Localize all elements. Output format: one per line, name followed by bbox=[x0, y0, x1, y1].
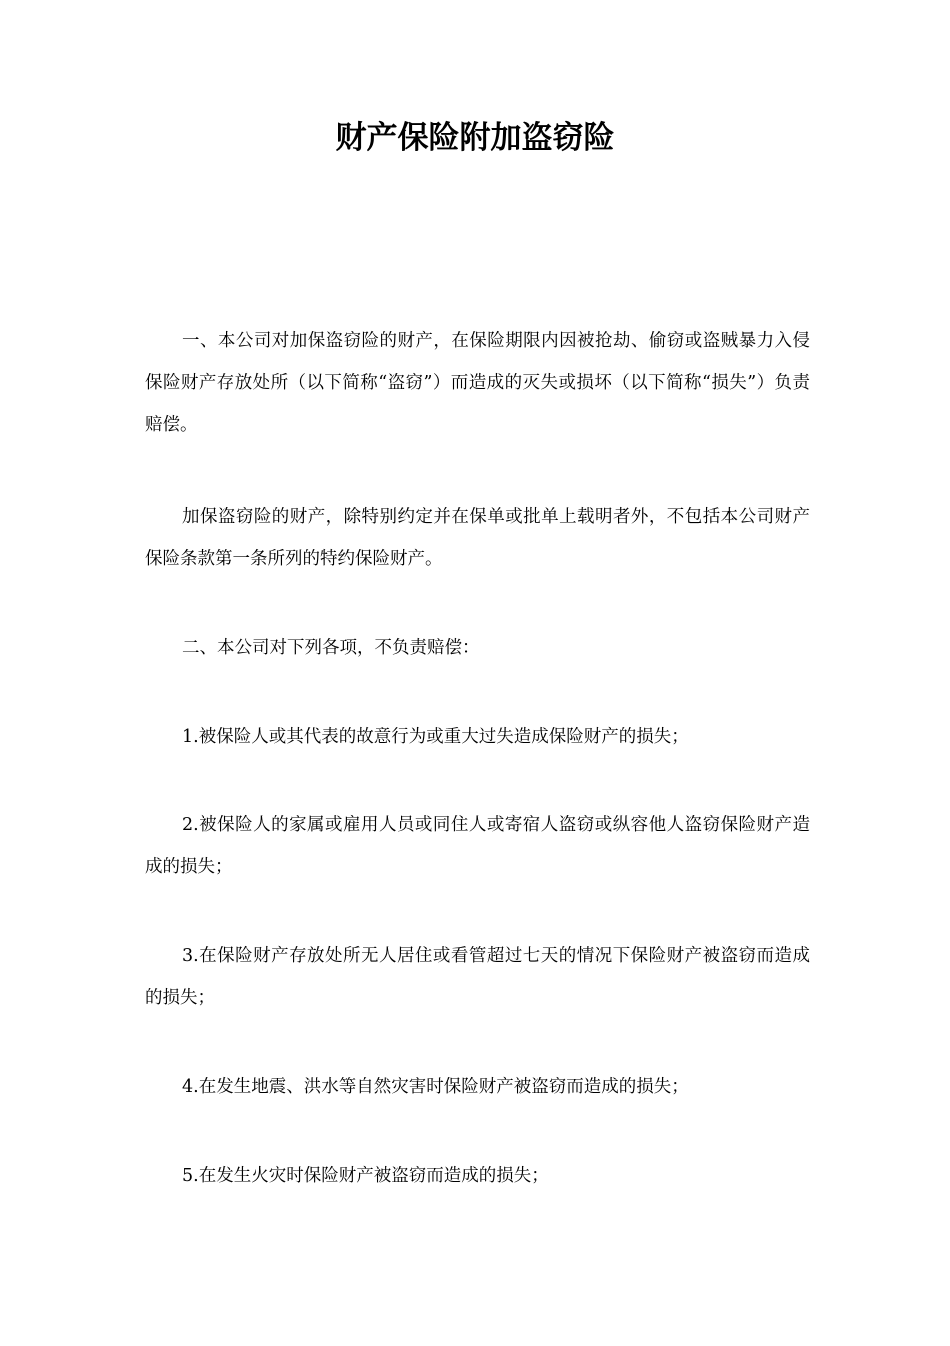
clause-2-heading-paragraph: 二、本公司对下列各项，不负责赔偿： bbox=[182, 638, 480, 658]
clause-1-supplement-paragraph: 加保盗窃险的财产，除特别约定并在保单或批单上载明者外，不包括本公司财产保险条款第一条所列的特约保险财产。 bbox=[145, 507, 810, 569]
document-title: 财产保险附加盗窃险 bbox=[335, 120, 615, 156]
exclusion-item-5: 5.在发生火灾时保险财产被盗窃而造成的损失； bbox=[182, 1166, 549, 1186]
exclusion-item-1: 1.被保险人或其代表的故意行为或重大过失造成保险财产的损失； bbox=[182, 727, 689, 747]
clause-1-paragraph: 一、本公司对加保盗窃险的财产，在保险期限内因被抢劫、偷窃或盗贼暴力入侵保险财产存放处所（以下简称“盗窃”）而造成的灭失或损坏（以下简称“损失”）负责赔偿。 bbox=[145, 331, 810, 435]
exclusion-item-2: 2.被保险人的家属或雇用人员或同住人或寄宿人盗窃或纵容他人盗窃保险财产造成的损失； bbox=[145, 815, 810, 877]
exclusion-item-4: 4.在发生地震、洪水等自然灾害时保险财产被盗窃而造成的损失； bbox=[182, 1077, 689, 1097]
exclusion-item-3: 3.在保险财产存放处所无人居住或看管超过七天的情况下保险财产被盗窃而造成的损失； bbox=[145, 946, 810, 1008]
